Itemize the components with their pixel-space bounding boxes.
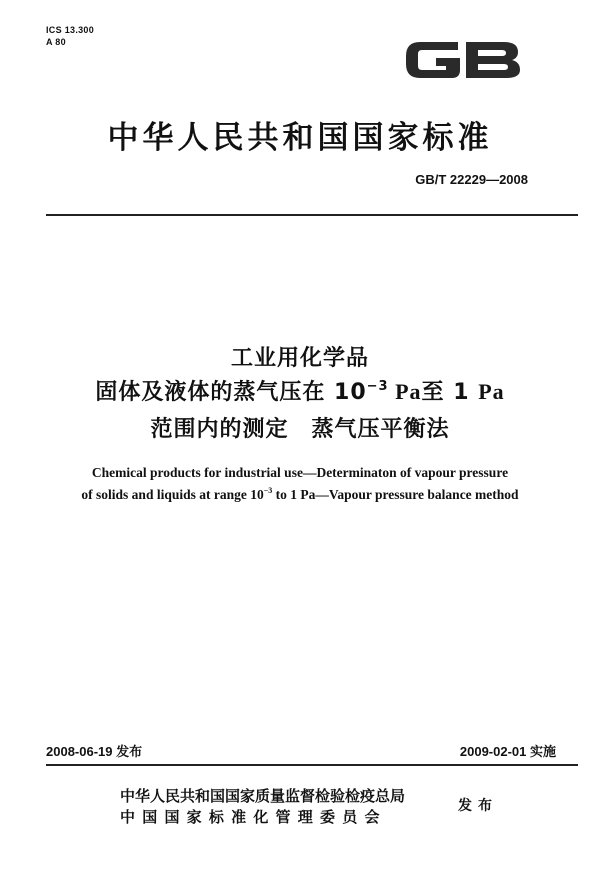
issuer-org-1: 中华人民共和国国家质量监督检验检疫总局 xyxy=(120,787,406,805)
standard-title: 中华人民共和国国家标准 xyxy=(107,120,493,156)
ccs-code: A 80 xyxy=(46,37,66,47)
gb-logo xyxy=(400,32,526,88)
issuer-org-2: 中 国 国 家 标 准 化 管 理 委 员 会 xyxy=(120,808,381,826)
header-divider xyxy=(46,214,578,216)
implement-date: 2009-02-01 实施 xyxy=(459,744,556,759)
cn-title-line2: 固体及液体的蒸气压在 $10^{-3}$ Pa至 1 Pa xyxy=(95,379,505,405)
footer-divider xyxy=(46,764,578,766)
en-title-line2: of solids and liquids at range $10^{-3}$ to 1 Pa—Vapour pressure balance method xyxy=(81,486,519,502)
publish-label: 发布 xyxy=(458,798,498,814)
cn-title-line3: 范围内的测定 蒸气压平衡法 xyxy=(150,417,450,442)
standard-number: GB/T 22229—2008 xyxy=(415,172,528,187)
cn-title-line1: 工业用化学品 xyxy=(230,346,369,371)
issue-date: 2008-06-19 发布 xyxy=(46,744,143,759)
en-title-line1: Chemical products for industrial use—Determinaton of vapour pressure xyxy=(91,465,509,480)
ics-code: ICS 13.300 xyxy=(46,25,95,35)
